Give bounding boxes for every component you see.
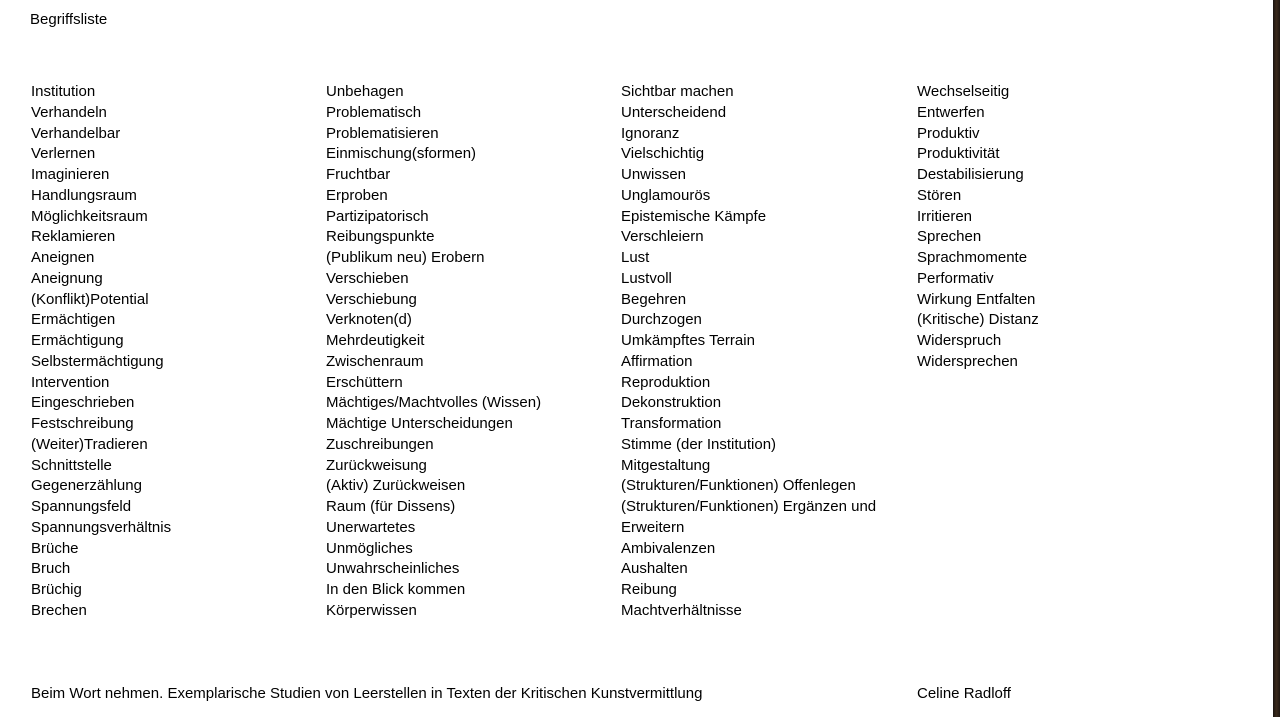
term-item: Brüchig	[31, 581, 82, 598]
term-column-1	[31, 82, 171, 622]
term-item: Performativ	[917, 269, 994, 287]
term-item: (Kritische) Distanz	[917, 311, 1039, 329]
term-item: Fruchtbar	[326, 166, 391, 183]
term-item: (Weiter)Tradieren	[31, 435, 148, 453]
term-item: Unwahrscheinliches	[326, 560, 460, 578]
term-item: Aushalten	[621, 560, 688, 578]
term-item: Unwissen	[621, 166, 687, 183]
term-item: Imaginieren	[31, 166, 110, 183]
term-item: Sprachmomente	[917, 249, 1028, 266]
term-item: Unerwartetes	[326, 518, 416, 536]
page-title: Begriffsliste	[30, 11, 108, 28]
term-item: (Publikum neu) Erobern	[326, 249, 485, 266]
term-item: Erweitern	[621, 518, 685, 536]
term-item: Reklamieren	[31, 228, 116, 246]
term-item: Sichtbar machen	[621, 83, 734, 100]
term-item: Transformation	[621, 415, 722, 432]
term-item: Handlungsraum	[31, 186, 137, 204]
term-item: Spannungsfeld	[31, 498, 132, 515]
term-item: Problematisch	[326, 103, 422, 121]
term-item: Zuschreibungen	[326, 435, 434, 453]
term-item: Ermächtigen	[31, 311, 116, 329]
term-item: Stören	[917, 186, 962, 204]
term-item: Lust	[621, 249, 650, 266]
term-item: Mehrdeutigkeit	[326, 332, 425, 349]
term-item: Dekonstruktion	[621, 394, 722, 412]
term-item: Problematisieren	[326, 124, 439, 142]
term-item: Brüche	[31, 539, 79, 557]
term-item: In den Blick kommen	[326, 581, 466, 598]
term-item: Widersprechen	[917, 352, 1018, 370]
footer-title: Beim Wort nehmen. Exemplarische Studien von Leerstellen in Texten der Kritischen Kunstvermittlung	[31, 685, 703, 702]
term-item: Sprechen	[917, 228, 982, 246]
term-item: Spannungsverhältnis	[31, 518, 172, 536]
window-edge	[1273, 0, 1280, 717]
term-item: Mitgestaltung	[621, 456, 711, 474]
term-item: Ambivalenzen	[621, 539, 716, 557]
term-item: Wechselseitig	[917, 83, 1010, 100]
term-item: Institution	[31, 83, 96, 100]
term-item: Möglichkeitsraum	[31, 207, 148, 225]
term-item: Reibung	[621, 581, 677, 598]
term-item: Entwerfen	[917, 103, 985, 121]
term-item: Verhandelbar	[31, 124, 121, 142]
term-item: Stimme (der Institution)	[621, 435, 777, 453]
term-item: Produktiv	[917, 124, 980, 142]
term-item: Unglamourös	[621, 186, 711, 204]
term-item: Begehren	[621, 290, 687, 308]
term-item: Einmischung(sformen)	[326, 145, 477, 163]
term-item: Festschreibung	[31, 415, 134, 432]
term-item: Gegenerzählung	[31, 477, 142, 495]
term-item: Reproduktion	[621, 373, 711, 391]
term-item: Verhandeln	[31, 103, 107, 121]
term-item: Erproben	[326, 186, 388, 204]
term-item: Unmögliches	[326, 539, 413, 557]
term-item: Bruch	[31, 560, 71, 578]
term-item: (Strukturen/Funktionen) Ergänzen und	[621, 498, 877, 515]
term-item: Wirkung Entfalten	[917, 290, 1036, 308]
term-item: Verschieben	[326, 269, 409, 287]
term-item: (Aktiv) Zurückweisen	[326, 477, 466, 495]
term-item: Verlernen	[31, 145, 96, 163]
term-item: (Strukturen/Funktionen) Offenlegen	[621, 477, 856, 495]
term-item: Zurückweisung	[326, 456, 427, 474]
term-item: Verschleiern	[621, 228, 704, 246]
term-item: Schnittstelle	[31, 456, 112, 474]
term-item: Raum (für Dissens)	[326, 498, 456, 515]
term-item: Lustvoll	[621, 269, 672, 287]
term-item: Umkämpftes Terrain	[621, 332, 755, 349]
term-item: Produktivität	[917, 145, 1000, 163]
term-item: Reibungspunkte	[326, 228, 435, 246]
term-item: Irritieren	[917, 207, 973, 225]
footer-author: Celine Radloff	[917, 685, 1011, 702]
term-item: Machtverhältnisse	[621, 601, 742, 619]
term-item: Aneignung	[31, 269, 103, 287]
term-item: Destabilisierung	[917, 166, 1024, 183]
term-item: Erschüttern	[326, 373, 403, 391]
term-item: Verschiebung	[326, 290, 417, 308]
term-item: Epistemische Kämpfe	[621, 207, 767, 225]
term-item: Intervention	[31, 373, 110, 391]
term-item: Vielschichtig	[621, 145, 705, 163]
term-item: Unterscheidend	[621, 103, 727, 121]
term-item: Eingeschrieben	[31, 394, 135, 412]
term-item: Mächtige Unterscheidungen	[326, 415, 513, 432]
term-column-4	[917, 82, 1039, 373]
term-item: Brechen	[31, 601, 87, 619]
term-item: Unbehagen	[326, 83, 404, 100]
term-item: Mächtiges/Machtvolles (Wissen)	[326, 394, 542, 412]
term-item: Selbstermächtigung	[31, 352, 164, 370]
term-item: Partizipatorisch	[326, 207, 429, 225]
term-item: Affirmation	[621, 352, 693, 370]
term-item: Körperwissen	[326, 601, 417, 619]
term-item: Zwischenraum	[326, 352, 424, 370]
term-item: Verknoten(d)	[326, 311, 412, 329]
term-item: Durchzogen	[621, 311, 702, 329]
term-item: Aneignen	[31, 249, 95, 266]
term-item: Ermächtigung	[31, 332, 124, 349]
term-item: Ignoranz	[621, 124, 680, 142]
term-item: Widerspruch	[917, 332, 1002, 349]
term-column-2	[326, 82, 541, 622]
term-column-3	[621, 82, 876, 622]
term-item: (Konflikt)Potential	[31, 290, 149, 308]
